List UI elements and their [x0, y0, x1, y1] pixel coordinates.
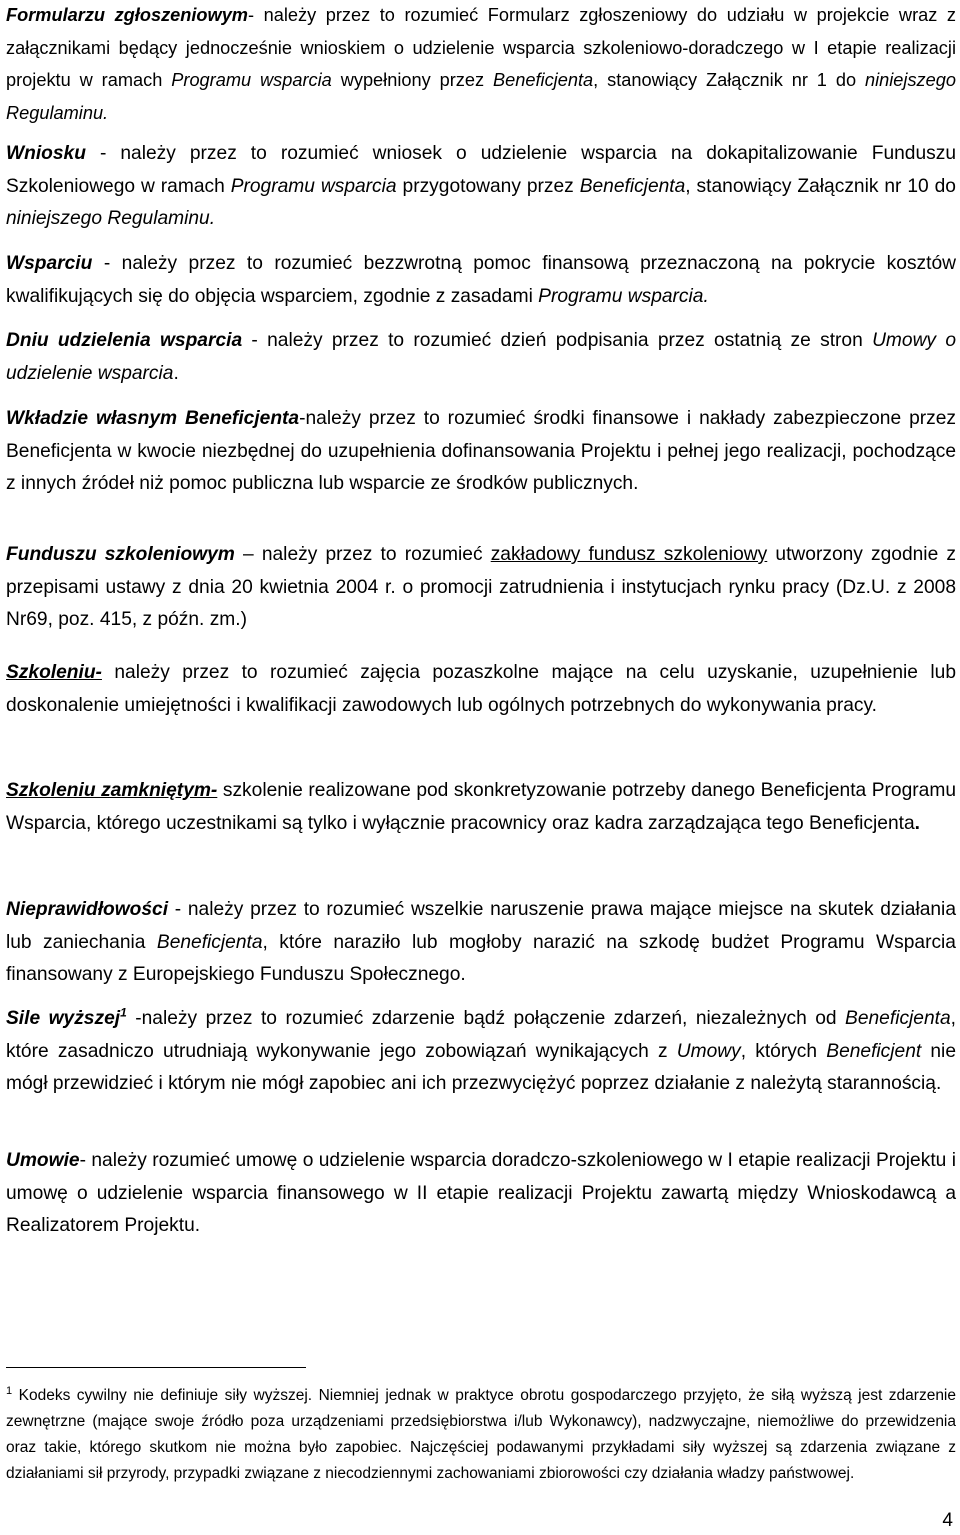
definition-paragraph	[6, 894, 956, 992]
definition-text: przygotowany przez	[396, 175, 580, 197]
definition-text: Beneficjenta	[579, 175, 686, 197]
definition-text: , które zasadniczo utrudniają wykonywanie jego zobowiązań wynikających z	[6, 1008, 956, 1062]
definition-term: Wsparciu	[6, 253, 93, 274]
definition-term: Dniu udzielenia wsparcia	[6, 330, 243, 351]
definition-paragraph	[6, 539, 956, 637]
definition-term: Funduszu szkoleniowym	[6, 544, 235, 565]
definition-text: Beneficjenta	[493, 70, 594, 90]
definition-term: Wniosku	[6, 143, 86, 164]
definition-text: - należy rozumieć umowę o udzielenie wsparcia doradczo-szkoleniowego w I etapie realizacji Projektu i umowę o udzielenie wsparcia finansowego w II etapie realizacji Projektu zawartą między Wnioskodawcą a Realizatorem Projektu.	[6, 1150, 956, 1236]
definition-text: Beneficjenta	[156, 931, 263, 953]
definition-paragraph	[6, 0, 956, 129]
definition-text: - należy przez to rozumieć Formularz zgłoszeniowy do udziału w projekcie wraz z załącznikami będący jednocześnie wnioskiem o udzielenie wsparcia szkoleniowo-doradczego w I etapie realizacji projektu w ramach	[6, 5, 956, 90]
definition-text: - należy przez to rozumieć bezzwrotną pomoc finansową przeznaczoną na pokrycie kosztów kwalifikujących się do objęcia wsparciem, zgodnie z zasadami	[6, 253, 956, 307]
definition-text: -należy przez to rozumieć zdarzenie bądź połączenie zdarzeń, niezależnych od	[126, 1008, 846, 1029]
footnote-reference[interactable]: 1	[120, 1005, 127, 1020]
definition-term: Sile wyższej	[6, 1008, 121, 1029]
footnote	[6, 1383, 956, 1487]
definition-text: , których	[740, 1040, 827, 1062]
definition-text: , stanowiący Załącznik nr 1 do	[593, 70, 865, 90]
footnote-separator	[6, 1367, 306, 1368]
definition-text: -należy przez to rozumieć środki finansowe i nakłady zabezpieczone przez Beneficjenta w kwocie niezbędnej do uzupełnienia dofinansowania Projektu i pełnej jego realizacji, pochodzące z innych źródeł niż pomoc publiczna lub wsparcie ze środków publicznych.	[6, 408, 957, 494]
definition-text: Beneficjenta	[845, 1008, 951, 1029]
definition-text: nie mógł przewidzieć i którym nie mógł zapobiec ani ich przezwyciężyć poprzez działanie z należytą starannością.	[6, 1040, 956, 1094]
definition-text: zakładowy fundusz szkoleniowy	[490, 544, 768, 565]
definition-text: wypełniony przez	[331, 70, 494, 90]
definition-text: szkolenie realizowane pod skonkretyzowanie potrzeby danego Beneficjenta Programu Wsparcia, którego uczestnikami są tylko i wyłącznie pracownicy oraz kadra zarządzająca tego Beneficjenta	[6, 780, 956, 834]
footnote-text: Kodeks cywilny nie definiuje siły wyższej. Niemniej jednak w praktyce obrotu gospodarczego przyjęto, że siłą wyższą jest zdarzenie zewnętrzne (mające swoje źródło poza urządzeniami przedsiębiorstwa i/lub Wykonawcy), nadzwyczajne, niemożliwe do przewidzenia oraz takie, którego skutkom nie można było zapobiec. Najczęściej podawanymi przykładami siły wyższej są zdarzenia związane z działaniami sił przyrody, przypadki związane z niecodziennymi zachowaniami zbiorowości czy działania władzy państwowej.	[6, 1387, 956, 1482]
definition-paragraph	[6, 657, 956, 722]
definition-text: Programu wsparcia.	[538, 285, 709, 307]
definition-text: utworzony zgodnie z przepisami ustawy z dnia 20 kwietnia 2004 r. o promocji zatrudnienia i instytucjach rynku pracy (Dz.U. z 2008 Nr69, poz. 415, z późn. zm.)	[6, 544, 956, 630]
definition-text: .	[173, 362, 179, 384]
definition-term: Szkoleniu-	[6, 662, 102, 683]
definition-paragraph	[6, 403, 956, 501]
definition-paragraph	[6, 1145, 956, 1243]
definition-term: Szkoleniu zamkniętym-	[6, 780, 218, 801]
definition-text: Programu wsparcia	[171, 70, 332, 90]
definition-text: – należy przez to rozumieć	[234, 544, 491, 565]
definition-text: - należy przez to rozumieć wszelkie naruszenie prawa mające miejsce na skutek działania lub zaniechania	[6, 899, 956, 953]
definition-text: należy przez to rozumieć zajęcia pozaszkolne mające na celu uzyskanie, uzupełnienie lub doskonalenie umiejętności i kwalifikacji zawodowych lub ogólnych potrzebnych do wykonywania pracy.	[6, 662, 956, 716]
definition-text: niniejszego Regulaminu.	[6, 208, 216, 229]
definition-text: Programu wsparcia	[230, 175, 397, 197]
definition-text: - należy przez to rozumieć wniosek o udzielenie wsparcia na dokapitalizowanie Funduszu Szkoleniowego w ramach	[6, 143, 956, 197]
definition-paragraph	[6, 138, 956, 236]
definition-term: Nieprawidłowości	[6, 899, 169, 920]
definition-text: niniejszego Regulaminu.	[6, 70, 956, 123]
footnote-number: 1	[6, 1384, 13, 1397]
definition-text: - należy przez to rozumieć dzień podpisania przez ostatnią ze stron	[242, 330, 873, 351]
definition-term: Wkładzie własnym Beneficjenta	[6, 408, 300, 429]
definition-text: , stanowiący Załącznik nr 10 do	[685, 175, 956, 197]
definition-text: Beneficjent	[826, 1040, 922, 1062]
definition-paragraph	[6, 325, 956, 390]
definition-term: Formularzu zgłoszeniowym	[6, 5, 248, 25]
definition-paragraph	[6, 775, 956, 840]
definition-text: , które naraziło lub mogłoby narazić na szkodę budżet Programu Wsparcia finansowany z Europejskiego Funduszu Społecznego.	[6, 931, 956, 985]
definition-paragraph	[6, 248, 956, 313]
definition-paragraph	[6, 1003, 956, 1101]
definition-term: Umowie	[6, 1150, 80, 1171]
definition-text: Umowy o udzielenie wsparcia	[6, 330, 956, 384]
definition-text: Umowy	[676, 1040, 741, 1062]
page-number: 4	[942, 1510, 953, 1531]
definition-text: .	[914, 812, 920, 834]
